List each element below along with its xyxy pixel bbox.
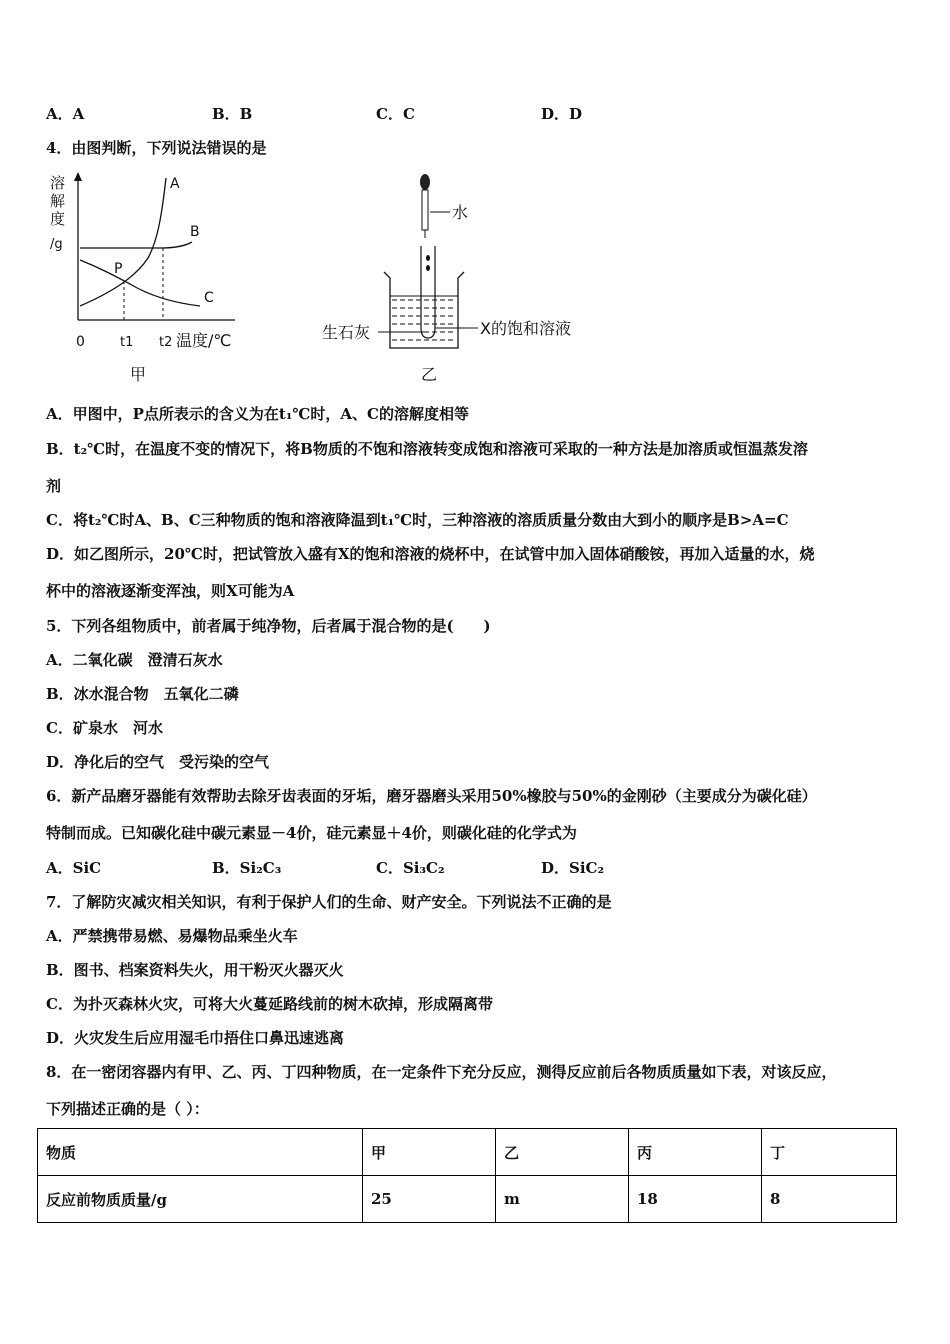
dropper-bulb [420,174,430,190]
lime-label: 生石灰 [322,323,371,342]
water-label: 水 [452,203,469,222]
point-p-label: P [114,261,123,277]
table-header-cell: 甲 [363,1129,496,1176]
q4-option-b-line2: 剂 [46,477,62,495]
q5-option-a: A．二氧化碳 澄清石灰水 [46,651,223,669]
origin-label: 0 [76,334,85,350]
curve-c [80,260,200,306]
q6-option-b: B．Si₂C₃ [212,859,282,877]
ylabel-3: 度 [50,210,66,228]
table-header-cell: 物质 [38,1129,363,1176]
solution-label: X的饱和溶液 [480,319,571,338]
t2-label: t2 [159,335,173,350]
q5-stem: 5．下列各组物质中，前者属于纯净物，后者属于混合物的是( ) [46,617,491,635]
curve-b [80,242,192,248]
curve-a-label: A [170,176,180,192]
q4-option-a: A．甲图中，P点所表示的含义为在t₁℃时，A、C的溶解度相等 [46,405,469,423]
q7-option-a: A．严禁携带易燃、易爆物品乘坐火车 [46,927,298,945]
q7-stem: 7．了解防灾减灾相关知识，有利于保护人们的生命、财产安全。下列说法不正确的是 [46,893,612,911]
mass-table [37,1128,897,1223]
table-row [38,1176,897,1223]
table-cell: 18 [629,1176,762,1223]
curve-b-label: B [190,224,200,240]
x-axis-label: 温度/℃ [176,331,232,350]
table-cell: 8 [762,1176,897,1223]
table-header-cell: 乙 [496,1129,629,1176]
q4-option-b-line1: B．t₂℃时，在温度不变的情况下，将B物质的不饱和溶液转变成饱和溶液可采取的一种方法是加溶质或恒温蒸发溶 [46,440,808,458]
table-header-cell: 丁 [762,1129,897,1176]
solubility-graph [40,168,250,388]
dropper-tube [422,190,428,230]
q7-option-b: B．图书、档案资料失火，用干粉灭火器灭火 [46,961,344,979]
table-cell: m [496,1176,629,1223]
q5-option-c: C．矿泉水 河水 [46,719,163,737]
q6-option-a: A．SiC [46,859,102,877]
q5-option-b: B．冰水混合物 五氧化二磷 [46,685,239,703]
q5-option-d: D．净化后的空气 受污染的空气 [46,753,270,771]
curve-c-label: C [204,290,214,306]
beaker-apparatus [318,168,588,388]
q6-option-d: D．SiC₂ [541,859,605,877]
y-axis-arrow [74,172,82,181]
q3-option-b: B．B [212,105,253,123]
table-cell: 反应前物质质量/g [38,1176,363,1223]
q7-option-d: D．火灾发生后应用湿毛巾捂住口鼻迅速逃离 [46,1029,345,1047]
ylabel-4: /g [50,237,63,252]
q6-stem-line1: 6．新产品磨牙器能有效帮助去除牙齿表面的牙垢，磨牙器磨头采用50%橡胶与50%的金刚砂（主要成分为碳化硅） [46,787,817,805]
beaker-solution [392,300,456,340]
ylabel-1: 溶 [50,174,66,192]
q8-stem-line2: 下列描述正确的是（ ）： [46,1100,209,1118]
table-cell: 25 [363,1176,496,1223]
q8-stem-line1: 8．在一密闭容器内有甲、乙、丙、丁四种物质，在一定条件下充分反应，测得反应前后各物质质量如下表，对该反应， [46,1063,837,1081]
table-header-cell: 丙 [629,1129,762,1176]
q4-stem: 4．由图判断，下列说法错误的是 [46,139,267,157]
fig-jia-caption: 甲 [130,365,147,384]
q7-option-c: C．为扑灭森林火灾，可将大火蔓延路线前的树木砍掉，形成隔离带 [46,995,493,1013]
curve-a [80,178,166,306]
table-header-row [38,1129,897,1176]
t1-label: t1 [120,335,134,350]
q4-option-d-line1: D．如乙图所示，20℃时，把试管放入盛有X的饱和溶液的烧杯中，在试管中加入固体硝酸铵，再加入适量的水，烧 [46,545,815,563]
q3-option-c: C．C [376,105,415,123]
ylabel-2: 解 [50,192,66,210]
q4-option-d-line2: 杯中的溶液逐渐变浑浊，则X可能为A [46,582,295,600]
q3-option-d: D．D [541,105,583,123]
fig-yi-caption: 乙 [421,365,438,384]
q4-option-c: C．将t₂℃时A、B、C三种物质的饱和溶液降温到t₁℃时，三种溶液的溶质质量分数由大到小的顺序是B>A=C [46,511,789,529]
q3-option-a: A．A [46,105,85,123]
q6-option-c: C．Si₃C₂ [376,859,445,877]
q6-stem-line2: 特制而成。已知碳化硅中碳元素显－4价，硅元素显＋4价，则碳化硅的化学式为 [46,824,577,842]
